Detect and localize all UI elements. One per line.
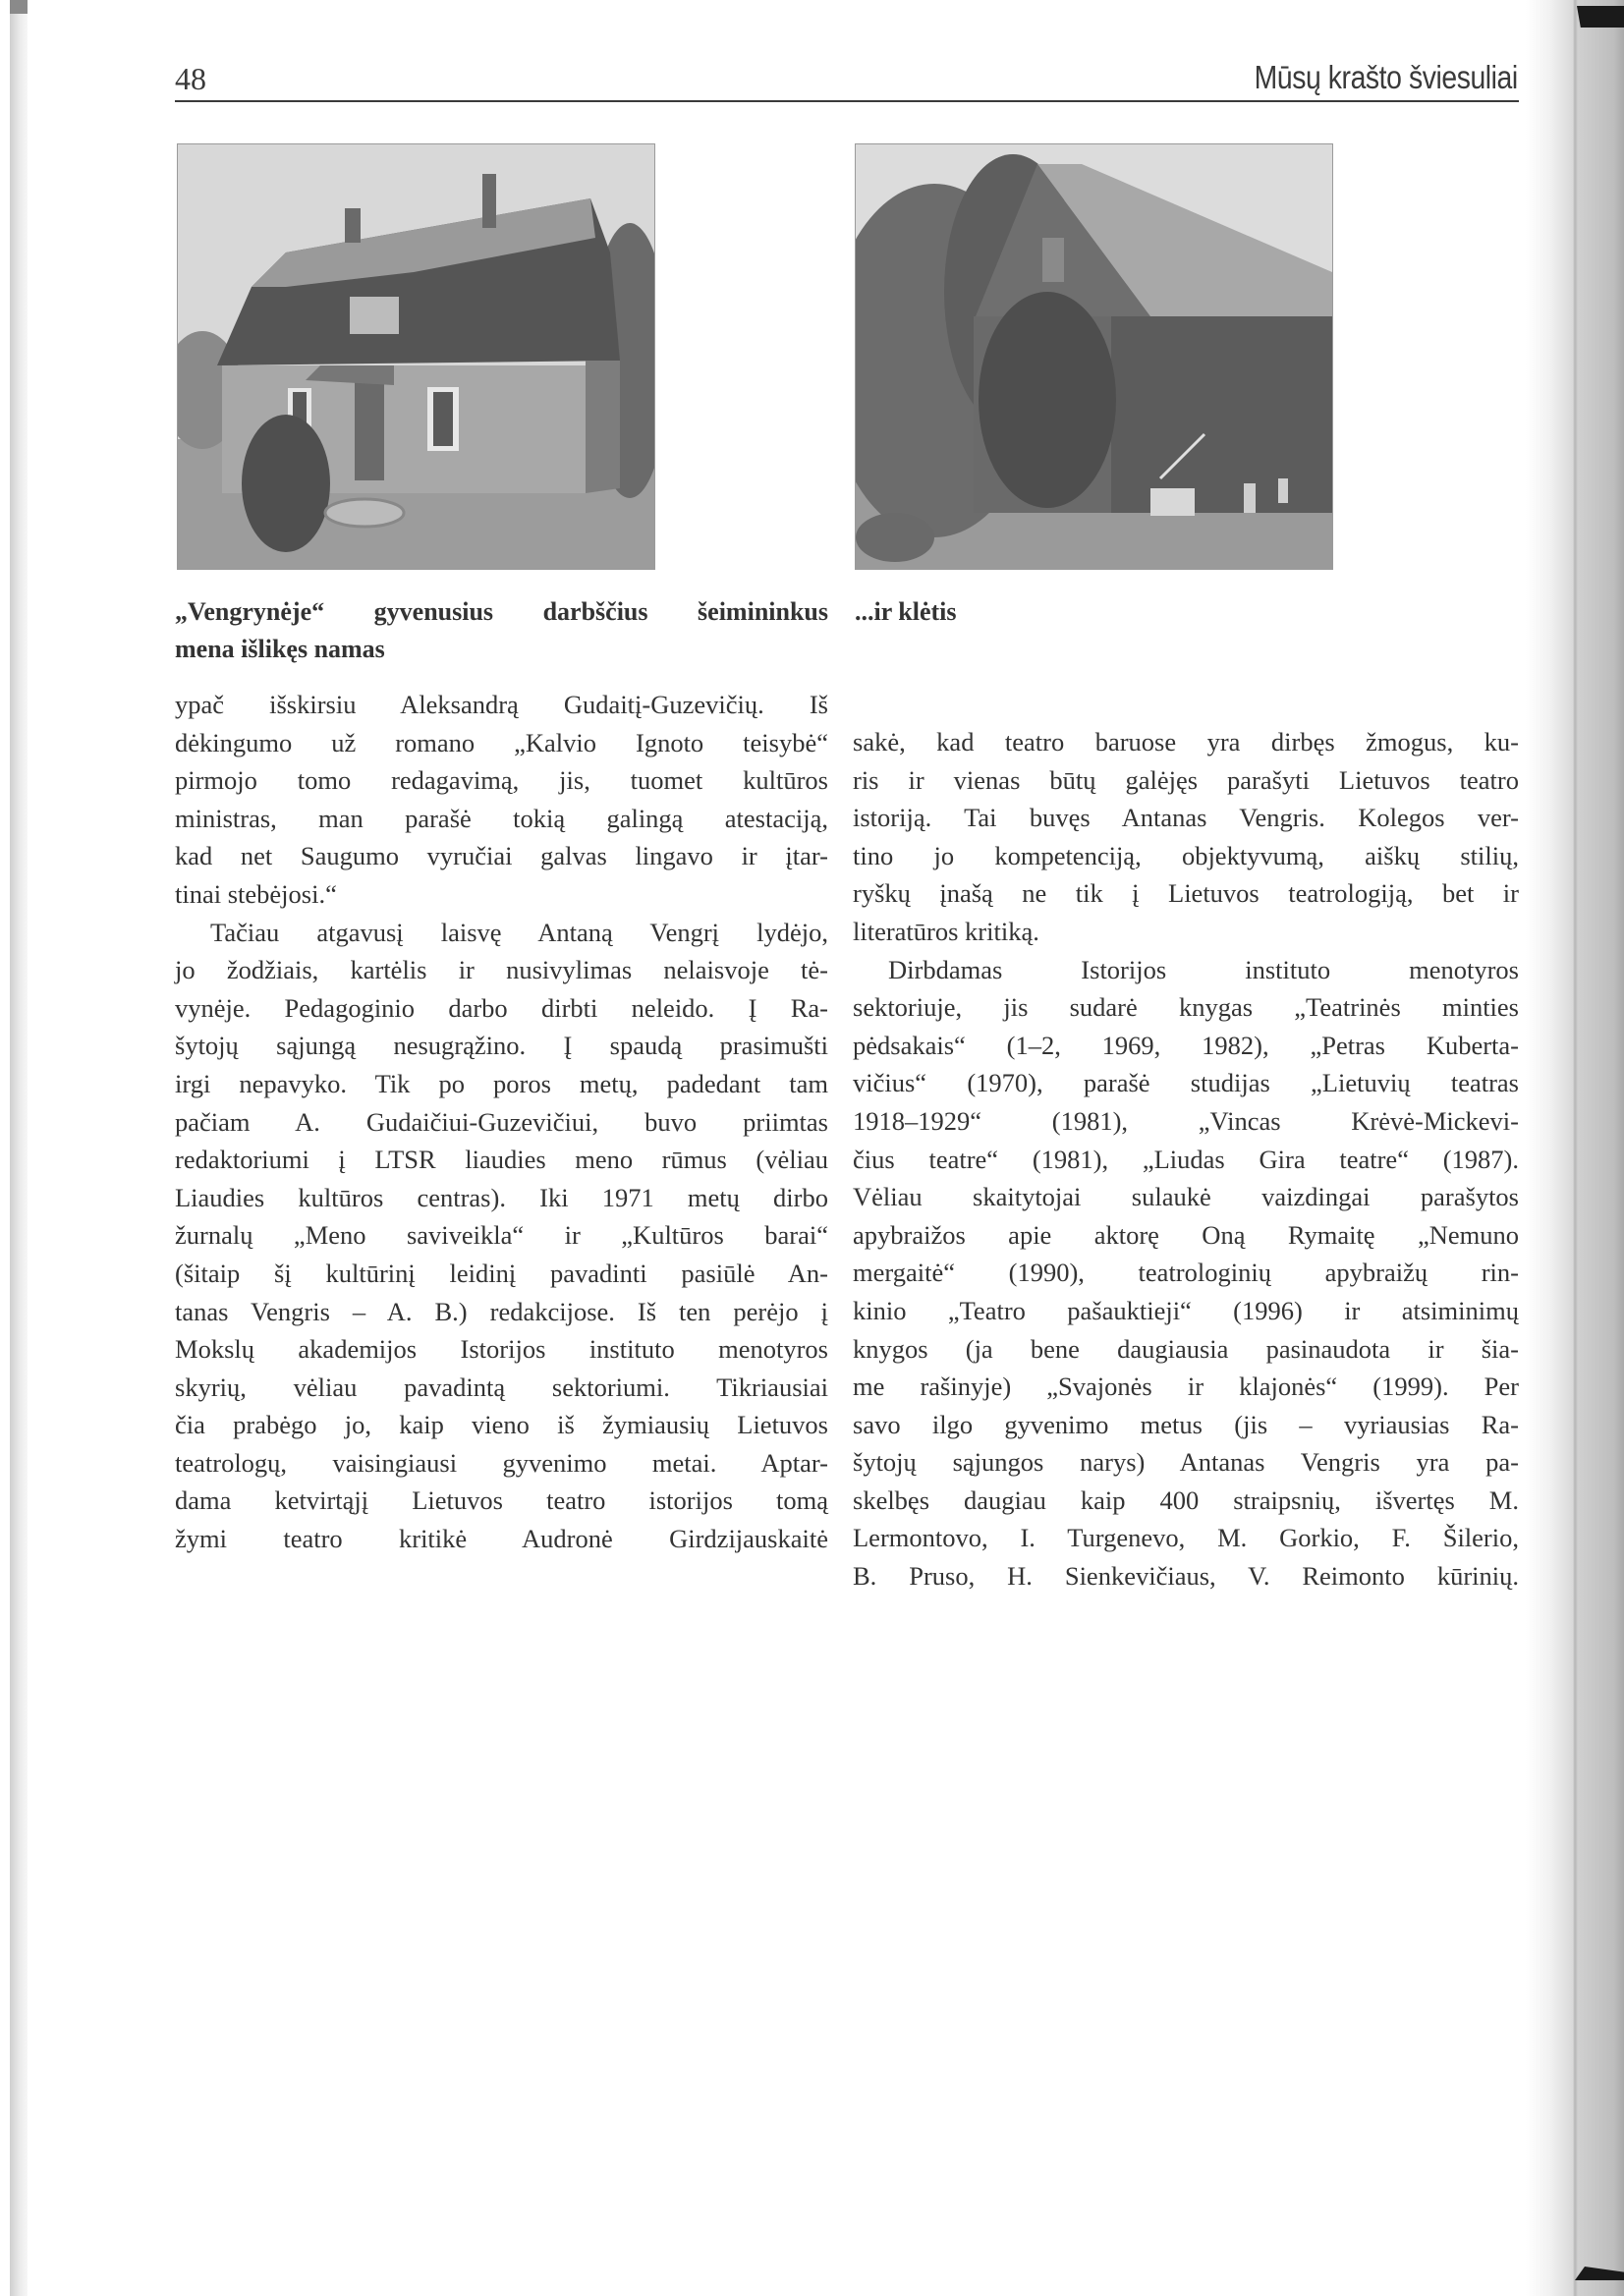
text-line: apybraižos apie aktorę Oną Rymaitę „Nemuno [853,1219,1519,1250]
caption-line: „Vengrynėje“ gyvenusius darbščius šeimininkus [175,597,828,626]
paragraph [175,914,828,1558]
text-line: irgi nepavyko. Tik po poros metų, padedant tam [175,1068,828,1098]
text-line: pirmojo tomo redagavimą, jis, tuomet kultūros [175,765,828,796]
page-number: 48 [175,61,206,96]
paragraph [853,723,1519,951]
text-line: dėkingumo už romano „Kalvio Ignoto teisybė“ [175,727,828,757]
caption-line: mena išlikęs namas [175,635,385,663]
barn-photo-caption [855,593,1248,631]
text-line: šytojų sąjungos narys) Antanas Vengris yra pa- [853,1447,1519,1478]
scan-corner-shadow [1575,2267,1624,2280]
text-line: ypač išskirsiu Aleksandrą Gudaitį-Guzevičių. Iš [175,690,828,719]
text-line: sektoriuje, jis sudarė knygas „Teatrinės minties [853,992,1519,1023]
caption-line: ...ir klėtis [855,597,957,626]
text-line: vičius“ (1970), parašė studijas „Lietuvių teatras [853,1068,1519,1098]
right-text-column [853,723,1519,1596]
text-line: ministras, man parašė tokią galingą atestaciją, [175,803,828,833]
text-line: ryškų įnašą ne tik į Lietuvos teatrologiją, bet ir [853,878,1519,909]
text-line: B. Pruso, H. Sienkevičiaus, V. Reimonto kūrinių. [853,1561,1519,1592]
text-line: Vėliau skaitytojai sulaukė vaizdingai parašytos [853,1182,1519,1212]
text-line: pačiam A. Gudaičiui-Guzevičiui, buvo priimtas [175,1106,828,1137]
scan-corner-shadow [1577,6,1624,28]
text-line: Dirbdamas Istorijos instituto menotyros [888,954,1519,984]
text-line: skelbęs daugiau kaip 400 straipsnių, išvertęs M. [853,1484,1519,1515]
text-line: kinio „Teatro pašauktieji“ (1996) ir atsiminimų [853,1295,1519,1325]
text-line: šytojų sąjungą nesugrąžino. Į spaudą prasimušti [175,1031,828,1061]
text-line: žymi teatro kritikė Audronė Girdzijauskaitė [175,1524,828,1554]
text-line: literatūros kritiką. [853,916,1039,946]
text-line: savo ilgo gyvenimo metus (jis – vyriausias Ra- [853,1409,1519,1439]
text-line: redaktoriumi į LTSR liaudies meno rūmus (vėliau [175,1145,828,1175]
barn-photo-illustration [856,144,1332,569]
text-line: Lermontovo, I. Turgenevo, M. Gorkio, F. Šilerio, [853,1523,1519,1553]
text-line: 1918–1929“ (1981), „Vincas Krėvė-Mickevi- [853,1105,1519,1136]
barn-photo [855,143,1333,570]
text-line: jo žodžiais, kartėlis ir nusivylimas nelaisvoje tė- [175,955,828,985]
text-line: ris ir vienas būtų galėjęs parašyti Lietuvos teatro [853,764,1519,795]
text-line: me rašinyje) „Svajonės ir klajonės“ (1999). Per [853,1372,1519,1402]
text-line: pėdsakais“ (1–2, 1969, 1982), „Petras Kuberta- [853,1030,1519,1060]
text-line: skyrių, vėliau pavadintą sektoriumi. Tikriausiai [175,1372,828,1402]
header-rule [175,100,1519,102]
text-line: teatrologų, vaisingiausi gyvenimo metai. Aptar- [175,1447,828,1478]
house-photo-caption [175,593,828,668]
scan-left-page-edge [10,0,28,2296]
left-text-column [175,686,828,1558]
text-line: tino jo kompetenciją, objektyvumą, aiškų stilių, [853,840,1519,870]
text-line: mergaitė“ (1990), teatrologinių apybraižų rin- [853,1258,1519,1288]
house-photo-illustration [178,144,654,569]
text-line: vynėje. Pedagoginio darbo dirbti neleido. Į Ra- [175,992,828,1023]
text-line: tanas Vengris – A. B.) redakcijose. Iš ten perėjo į [175,1296,828,1326]
text-line: (šitaip šį kultūrinį leidinį pavadinti pasiūlė An- [175,1258,828,1288]
text-line: istoriją. Tai buvęs Antanas Vengris. Kolegos ver- [853,803,1519,833]
text-line: žurnalų „Meno saviveikla“ ir „Kultūros barai“ [175,1220,828,1251]
text-line: Tačiau atgavusį laisvę Antaną Vengrį lydėjo, [210,917,828,947]
text-line: sakė, kad teatro baruose yra dirbęs žmogus, ku- [853,727,1519,756]
text-line: knygos (ja bene daugiausia pasinaudota ir šia- [853,1333,1519,1364]
paragraph [853,951,1519,1596]
text-line: čius teatre“ (1981), „Liudas Gira teatre“ (1987). [853,1144,1519,1174]
running-header-title: Mūsų krašto šviesuliai [1254,59,1518,95]
paragraph [175,686,828,914]
house-photo [177,143,655,570]
text-line: Mokslų akademijos Istorijos instituto menotyros [175,1334,828,1365]
text-line: čia prabėgo jo, kaip vieno iš žymiausių Lietuvos [175,1410,828,1440]
book-spine-edge [1526,0,1624,2296]
text-line: dama ketvirtąjį Lietuvos teatro istorijos tomą [175,1485,828,1516]
text-line: kad net Saugumo vyručiai galvas lingavo ir įtar- [175,841,828,871]
text-line: Liaudies kultūros centras). Iki 1971 metų dirbo [175,1182,828,1212]
text-line: tinai stebėjosi.“ [175,878,337,909]
